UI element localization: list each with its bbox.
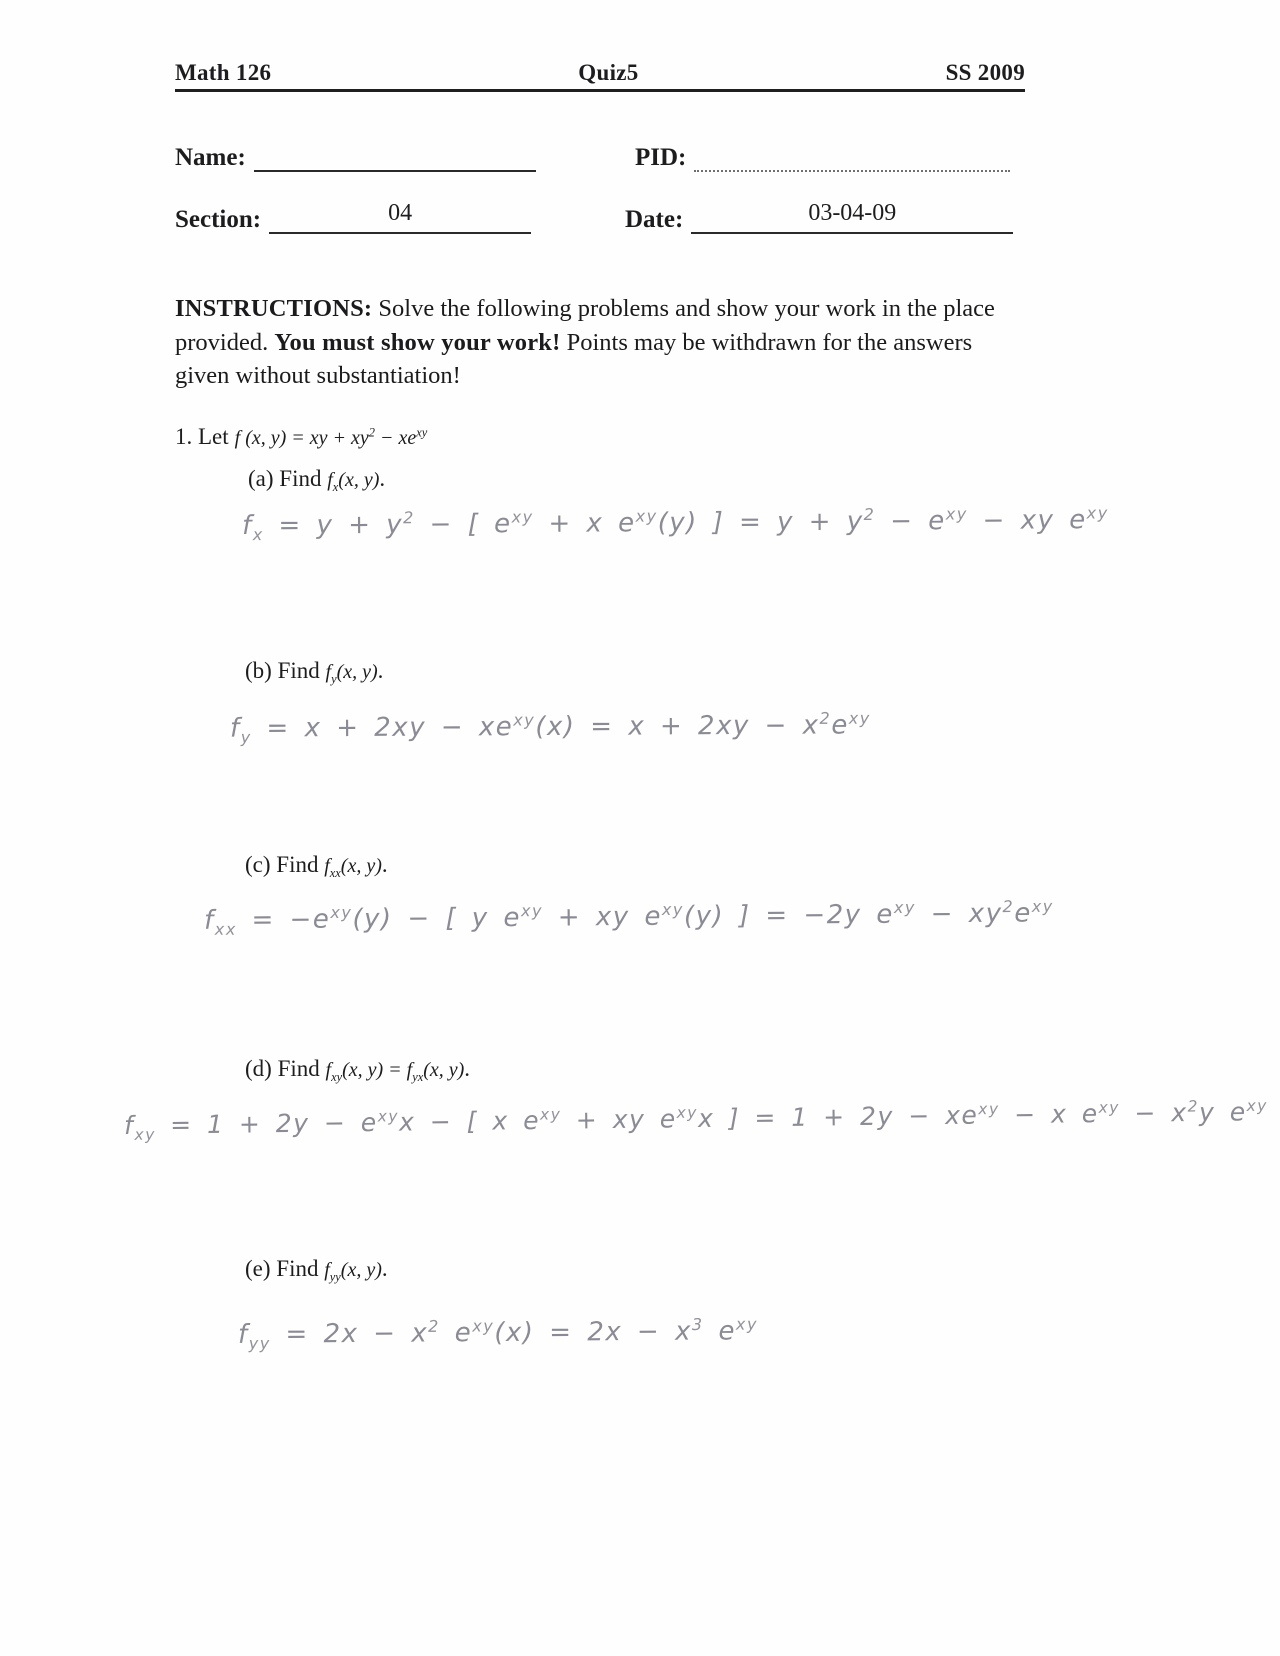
part-b-period: . [377, 658, 384, 683]
part-e-label [245, 1256, 388, 1282]
part-c-period: . [381, 852, 388, 877]
instructions-label: INSTRUCTIONS: [175, 295, 373, 322]
term-label: SS 2009 [945, 60, 1025, 85]
header [175, 60, 1025, 92]
part-e-handwritten-answer: $f_{yy} = 2x - x^2$ $e^{xy}(x) = 2x - x^3$ $e^{xy}$ [237, 1314, 759, 1353]
problem-number: 1. Let [175, 424, 229, 449]
part-d-handwritten-answer: $f_{xy} = 1 + 2y - e^{xy}x$ − [ x $e^{xy}$ + xy $e^{xy}x$ ] = $1 + 2y - xe^{xy} - x$ $e^{xy} - x^2y$ $e^{xy}$ [123, 1096, 1268, 1144]
part-b-letter: (b) [245, 658, 272, 683]
date-label: Date: [625, 206, 684, 233]
part-b-label [245, 658, 383, 684]
name-blank-line [254, 138, 536, 172]
section-label: Section: [175, 206, 262, 233]
part-b-find: Find [277, 658, 320, 683]
part-a-label [248, 466, 385, 492]
instructions-text-2: Points may be withdrawn for the answers given without substantiation! [175, 328, 973, 390]
part-a-expression: $f_x(x$, y) [327, 469, 380, 494]
part-b-expression: $f_y(x$, y) [325, 661, 378, 686]
part-e-period: . [381, 1256, 388, 1281]
part-c-handwritten-answer: $f_{xx} = -e^{xy}(y)$ − [ y $e^{xy}$ + xy $e^{xy}(y)$ ] = −2y $e^{xy} - xy^2e^{xy}$ [203, 896, 1054, 939]
part-d-find: Find [277, 1056, 320, 1081]
instructions-text-1: Solve the following problems and show your work in the place provided. [175, 295, 995, 356]
pid-blank-line [694, 138, 1010, 172]
part-c-label [245, 852, 388, 878]
part-c-letter: (c) [245, 852, 271, 877]
part-e-find: Find [276, 1256, 319, 1281]
part-d-letter: (d) [245, 1056, 272, 1081]
date-value: 03-04-09 [808, 200, 897, 226]
date-field-row [625, 200, 1013, 234]
part-e-letter: (e) [245, 1256, 271, 1281]
part-d-expression: $f_{xy}(x$, $y) = f_{yx}(x$, y) [325, 1059, 465, 1084]
part-c-find: Find [276, 852, 319, 877]
part-c-expression: $f_{xx}(x$, y) [324, 855, 382, 880]
pid-field-row [635, 138, 1010, 172]
section-field-row [175, 200, 531, 234]
instructions-bold: You must show your work! [274, 328, 561, 356]
section-value-line [269, 200, 531, 234]
part-b-handwritten-answer: $f_y = x + 2xy - xe^{xy}(x) = x + 2xy - x^2e^{xy}$ [229, 708, 871, 747]
part-e-expression: $f_{yy}(x$, y) [324, 1259, 382, 1284]
section-value: 04 [388, 200, 413, 226]
part-a-handwritten-answer: $f_x = y + y^2$ − [ $e^{xy} + x$ $e^{xy}(y)$ ] = $y + y^2 - e^{xy}$ − xy $e^{xy}$ [241, 503, 1109, 545]
part-a-find: Find [279, 466, 322, 491]
pid-label: PID: [635, 144, 687, 171]
name-label: Name: [175, 144, 246, 171]
date-value-line [691, 200, 1013, 234]
name-field-row [175, 138, 536, 172]
part-d-period: . [464, 1056, 471, 1081]
course-label: Math 126 [175, 60, 272, 85]
part-a-letter: (a) [248, 466, 274, 491]
instructions [175, 292, 1023, 393]
part-d-label [245, 1056, 470, 1082]
quiz-title: Quiz5 [578, 60, 639, 85]
problem-statement [175, 424, 427, 450]
problem-function: f (x, y) = xy + $xy^2 - xe^{xy}$ [234, 425, 428, 449]
part-a-period: . [379, 466, 386, 491]
